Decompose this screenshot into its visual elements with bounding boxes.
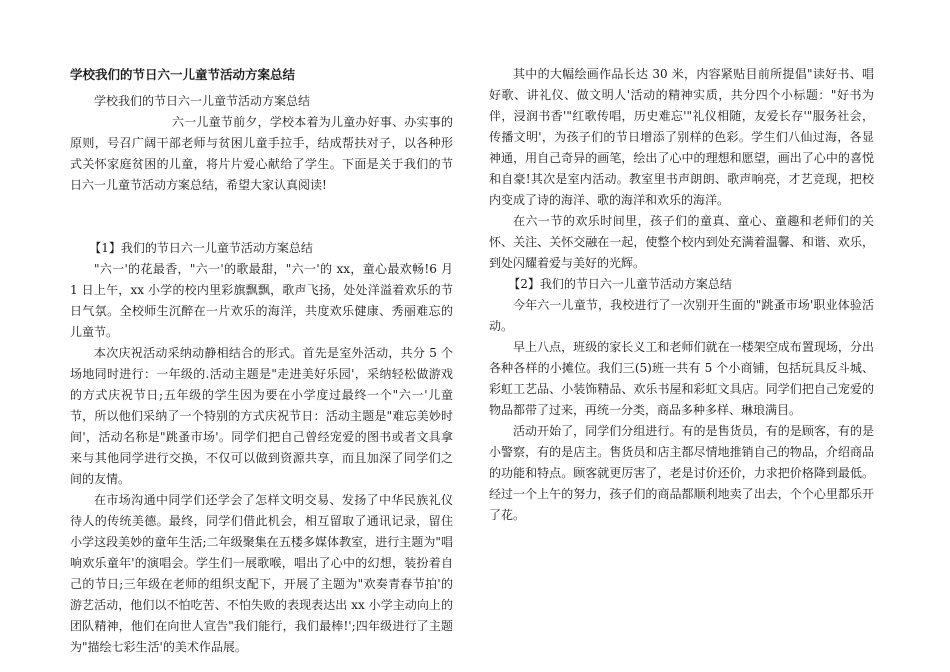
section-1-paragraph-2: 本次庆祝活动采纳动静相结合的形式。首先是室外活动，共分 5 个场地同时进行：一年级的.活动主题是"走进美好乐园'，采纳轻松做游戏的方式庆祝节日;五年级的学生因为要在小学度过最终一个"六一'儿童节，所以他们采纳了一个特别的方式庆祝节日：活动主题是"难忘美妙时间'，活动名称是"跳蚤市场'。同学们把自己曾经宠爱的图书或者文具拿来与其他同学进行交换，不仅可以做到资源共享，而且加深了同学们之间的友情。 [70,346,453,486]
section-1-paragraph-1: "六一'的花最香，"六一'的歌最甜，"六一'的 xx，童心最欢畅!6 月 1 日上午，xx 小学的校内里彩旗飘飘，歌声飞扬，处处洋溢着欢乐的节日气氛。全校师生沉醉在一片欢乐的海洋，共度欢乐健康、秀丽难忘的儿童节。 [70,262,453,339]
right-column [489,64,874,526]
section-2-paragraph-1: 今年六一儿童节，我校进行了一次别开生面的"跳蚤市场'职业体验活动。 [489,298,874,333]
section-1-paragraph-4: 其中的大幅绘画作品长达 30 米，内容紧贴目前所提倡"读好书、唱好歌、讲礼仪、做文明人'活动的精神实质，共分四个小标题："好书为伴，浸润书香'"红歌传唱，历史难忘'"礼仪相随，友爱长存'"服务社会，传播文明'，为孩子们的节日增添了别样的色彩。学生们八仙过海，各显神通，用自己奇异的画笔，绘出了心中的理想和愿望，画出了心中的喜悦和自豪!其次是室内活动。教室里书声朗朗、歌声响亮，才艺竞现，把校内变成了诗的海洋、歌的海洋和欢乐的海洋。 [489,67,874,207]
section-2-paragraph-2: 早上八点，班级的家长义工和老师们就在一楼架空成布置现场，分出各种各样的小摊位。我们三(5)班一共有 5 个小商铺，包括玩具反斗城、彩虹工艺品、小装饰精品、欢乐书屋和彩虹文具店。同学们把自己宠爱的物品都带了过来，再统一分类，商品多种多样、琳琅满目。 [489,340,874,417]
spacer [70,196,453,217]
left-column [70,64,453,658]
spacer [70,217,453,238]
section-2-heading: 【2】我们的节日六一儿童节活动方案总结 [508,277,732,291]
section-2-paragraph-3: 活动开始了，同学们分组进行。有的是售货员，有的是顾客，有的是小警察，有的是店主。售货员和店主都尽情地推销自己的物品，介绍商品的功能和特点。顾客就更厉害了，老是讨价还价，力求把价格降到最低。经过一个上午的努力，孩子们的商品都顺利地卖了出去，个个心里都乐开了花。 [489,424,874,522]
section-1-heading: 【1】我们的节日六一儿童节活动方案总结 [89,241,313,255]
document-title: 学校我们的节日六一儿童节活动方案总结 [70,67,296,82]
intro-paragraph: 六一儿童节前夕，学校本着为儿童办好事、办实事的原则，号召广阔干部老师与贫困儿童手拉手，结成帮扶对子，以各种形式关怀家庭贫困的儿童，将片片爱心献给了学生。下面是关于我们的节日六一儿童节活动方案总结，希望大家认真阅读! [70,115,453,192]
section-1-paragraph-3: 在市场沟通中同学们还学会了怎样文明交易、发扬了中华民族礼仪待人的传统美德。最终，同学们借此机会，相互留取了通讯记录，留住小学这段美妙的童年生活;二年级聚集在五楼多媒体教室，进行主题为"唱响欢乐童年'的演唱会。学生们一展歌喉，唱出了心中的幻想，装扮着自己的节日;三年级在老师的组织支配下，开展了主题为"欢奏青春节拍'的游艺活动，他们以不怕吃苦、不怕失败的表现表达出 xx 小学主动向上的团队精神，他们在向世人宣告"我们能行，我们最棒!';四年级进行了主题为"描绘七彩生活'的美术作品展。 [70,493,453,654]
section-1-paragraph-5: 在六一节的欢乐时间里，孩子们的童真、童心、童趣和老师们的关怀、关注、关怀交融在一起，使整个校内到处充满着温馨、和谐、欢乐，到处闪耀着爱与美好的光辉。 [489,214,874,270]
document-subtitle: 学校我们的节日六一儿童节活动方案总结 [94,94,311,108]
